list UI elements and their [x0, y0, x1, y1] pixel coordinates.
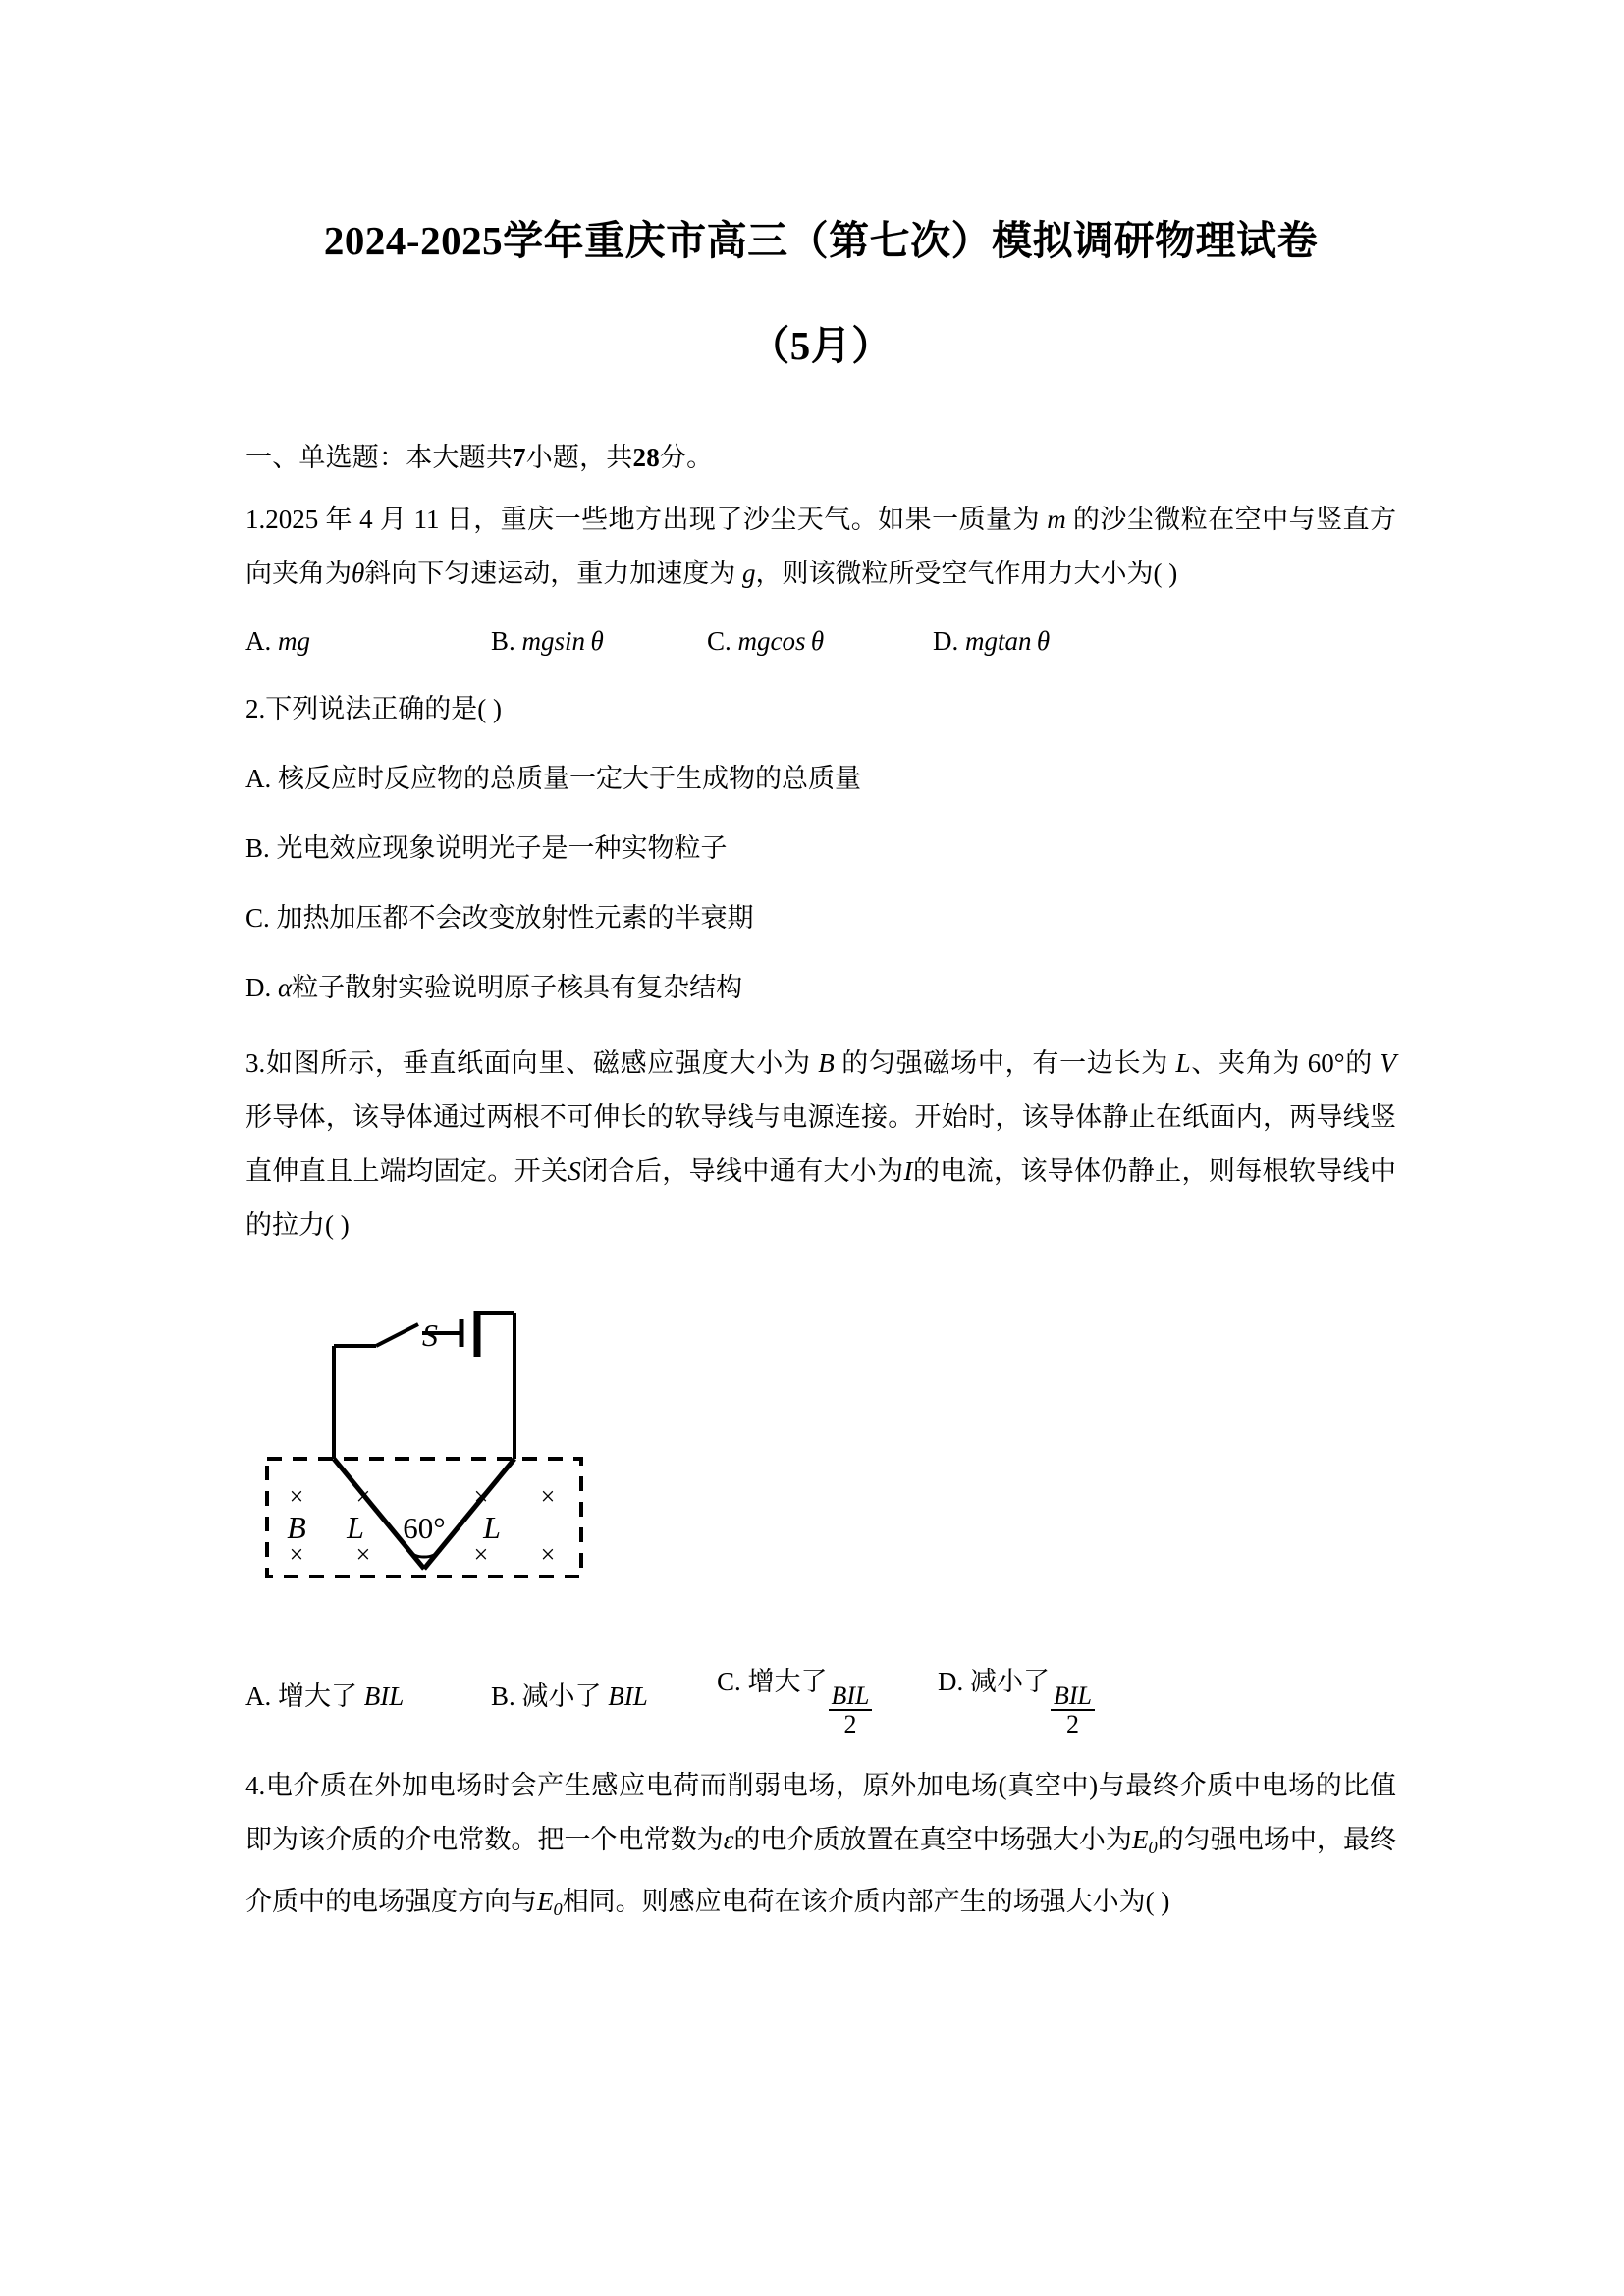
question-2-choice-a[interactable]: [245, 736, 1396, 806]
question-4-var-epsilon: ε: [723, 1825, 734, 1855]
choice-prefix: 减小了: [970, 1666, 1050, 1696]
field-cross-icon: ×: [355, 1539, 371, 1569]
fraction-denominator: 2: [843, 1710, 857, 1739]
question-1-choice-c[interactable]: [707, 614, 933, 668]
question-4-text-1: 电介质在外加电场时会产生感应电荷而削弱电场，原外加电场(真空中)与最终介质中电场的比值即为该介质的介电常数。把一个电常数为: [245, 1771, 1396, 1855]
question-3-choices: [245, 1626, 1396, 1738]
question-4-var-E0-b-subscript: 0: [553, 1899, 563, 1920]
question-1-text-c: 斜向下匀速运动，重力加速度为: [364, 558, 743, 588]
choice-label: B.: [245, 832, 270, 863]
question-4-text-3: 的匀强电场中，最终介质中的电场强度方向与: [245, 1825, 1397, 1917]
fraction-denominator: 2: [1065, 1710, 1079, 1739]
question-2-choice-b[interactable]: [245, 806, 1396, 876]
question-1-text-d: ，则该微粒所受空气作用力大小为( ): [755, 558, 1178, 588]
question-3-choice-d[interactable]: [938, 1655, 1096, 1738]
question-3-text-5: 形导体，该导体通过两根不可伸长的软导线与电源连接。开始时，该导体静止在纸面内，两导线竖直伸直且上端均固定。开关: [245, 1101, 1396, 1186]
question-3-text-3: 、夹角为 60: [1190, 1047, 1334, 1078]
question-2-stem: [245, 668, 1396, 736]
choice-text: 粒子散射实验说明原子核具有复杂结构: [292, 972, 743, 1002]
choice-variable: θ: [1036, 625, 1051, 656]
question-3-number: 3.: [245, 1047, 266, 1078]
question-3-text-6: 闭合后，导线中通有大小为: [580, 1155, 904, 1186]
question-3-var-I: I: [903, 1155, 913, 1186]
field-cross-icon: ×: [289, 1481, 304, 1511]
choice-text: 核反应时反应物的总质量一定大于生成物的总质量: [278, 763, 861, 793]
question-4-text-2: 的电介质放置在真空中场强大小为: [733, 1825, 1132, 1855]
question-2-choice-c[interactable]: [245, 876, 1396, 945]
question-3-var-V: V: [1380, 1047, 1397, 1078]
choice-function: cos: [770, 625, 806, 656]
question-3-degree: °: [1333, 1047, 1345, 1078]
question-4-number: 4.: [245, 1771, 266, 1801]
fraction-numerator: BIL: [1051, 1682, 1095, 1711]
side-label-right-L: L: [483, 1509, 501, 1545]
page-content: [245, 0, 1396, 1938]
choice-label: C.: [245, 902, 270, 933]
question-3-var-L: L: [1175, 1047, 1191, 1078]
section-heading-single-choice: [245, 374, 1396, 471]
question-3-text-4: 的: [1344, 1047, 1380, 1078]
question-1-var-m: m: [1047, 504, 1066, 534]
choice-label: C.: [707, 625, 731, 656]
choice-label: A.: [245, 1681, 272, 1711]
choice-label: B.: [491, 1681, 515, 1711]
choice-expression: mg: [965, 625, 998, 656]
question-3-text-7: 的电流，该导体仍静止，则每根软导线中的拉力( ): [245, 1155, 1397, 1240]
question-4-text-4: 相同。则感应电荷在该介质内部产生的场强大小为( ): [562, 1887, 1170, 1917]
choice-text: 加热加压都不会改变放射性元素的半衰期: [276, 902, 754, 933]
choice-prefix: 增大了: [278, 1681, 357, 1711]
angle-label-60deg: 60°: [403, 1510, 446, 1545]
question-1-text-a: 2025 年 4 月 11 日，重庆一些地方出现了沙尘天气。如果一质量为: [265, 504, 1048, 534]
choice-function: sin: [554, 625, 586, 656]
question-3-choice-c[interactable]: [717, 1655, 938, 1738]
question-3-figure: [245, 1253, 1396, 1626]
side-label-left-L: L: [347, 1509, 364, 1545]
choice-fraction: [1051, 1682, 1095, 1737]
question-1-stem: [245, 471, 1396, 601]
question-4-var-E0: E: [1131, 1825, 1149, 1855]
field-cross-icon: ×: [540, 1539, 556, 1569]
choice-label: D.: [933, 625, 959, 656]
question-2-text: 下列说法正确的是( ): [265, 693, 502, 723]
question-3-choice-b[interactable]: [491, 1670, 717, 1724]
question-3-stem: [245, 1015, 1396, 1253]
question-2-number: 2.: [245, 693, 266, 723]
choice-label: D.: [245, 972, 272, 1002]
page-title: 2024-2025学年重庆市高三（第七次）模拟调研物理试卷: [323, 218, 1319, 263]
question-4-var-E0-b: E: [537, 1887, 554, 1917]
question-1-text-b: 的沙尘微粒在空中与竖直方向夹角为: [245, 504, 1397, 588]
question-3-var-S: S: [568, 1155, 581, 1186]
field-cross-icon: ×: [473, 1481, 489, 1511]
question-4-stem: [245, 1737, 1396, 1937]
choice-prefix: 减小了: [521, 1681, 602, 1711]
question-1-var-g: g: [742, 558, 756, 588]
question-1-number: 1.: [245, 504, 266, 534]
field-label-B: B: [287, 1509, 306, 1545]
section-heading-suffix: 分。: [659, 442, 714, 472]
field-cross-icon: ×: [473, 1539, 489, 1569]
question-3-text-1: 如图所示，垂直纸面向里、磁感应强度大小为: [265, 1047, 819, 1078]
circuit-magnetic-field-diagram: [253, 1311, 666, 1626]
page-subtitle: （5月）: [749, 323, 893, 369]
question-4-var-E0-subscript: 0: [1148, 1838, 1158, 1858]
field-cross-icon: ×: [355, 1481, 371, 1511]
question-3-text-2: 的匀强磁场中，有一边长为: [834, 1047, 1176, 1078]
choice-text: 光电效应现象说明光子是一种实物粒子: [276, 832, 728, 863]
section-heading-score: 28: [632, 442, 660, 472]
choice-label: B.: [491, 625, 515, 656]
field-cross-icon: ×: [289, 1539, 304, 1569]
question-3-choice-a[interactable]: [245, 1670, 491, 1724]
question-1-choices: [245, 601, 1396, 668]
choice-label: C.: [717, 1666, 741, 1696]
choice-label: A.: [245, 763, 272, 793]
choice-expression: mg: [278, 625, 310, 656]
field-cross-icon: ×: [540, 1481, 556, 1511]
choice-fraction: [829, 1682, 873, 1737]
choice-label: A.: [245, 625, 272, 656]
section-heading-prefix: 一、单选题：本大题共: [245, 442, 513, 472]
switch-label: S: [422, 1316, 438, 1353]
choice-expression: mg: [521, 625, 555, 656]
choice-expression: mg: [737, 625, 771, 656]
section-heading-mid: 小题，共: [525, 442, 633, 472]
choice-expression: BIL: [363, 1681, 405, 1711]
section-heading-count: 7: [513, 442, 526, 472]
choice-expression: BIL: [608, 1681, 648, 1711]
choice-function: tan: [998, 625, 1032, 656]
question-1-choice-d[interactable]: [933, 614, 1050, 668]
question-2-choice-d[interactable]: [245, 945, 1396, 1015]
question-1-choice-b[interactable]: [491, 614, 707, 668]
choice-prefix: 增大了: [747, 1666, 828, 1696]
choice-variable: θ: [810, 625, 825, 656]
question-3-var-B: B: [818, 1047, 835, 1078]
switch-blade: [376, 1324, 418, 1346]
choice-variable: θ: [590, 625, 604, 656]
choice-label: D.: [938, 1666, 964, 1696]
fraction-numerator: BIL: [829, 1682, 873, 1711]
question-1-var-theta: θ: [352, 558, 365, 588]
choice-symbol-alpha: α: [278, 972, 293, 1002]
question-1-choice-a[interactable]: [245, 614, 491, 668]
